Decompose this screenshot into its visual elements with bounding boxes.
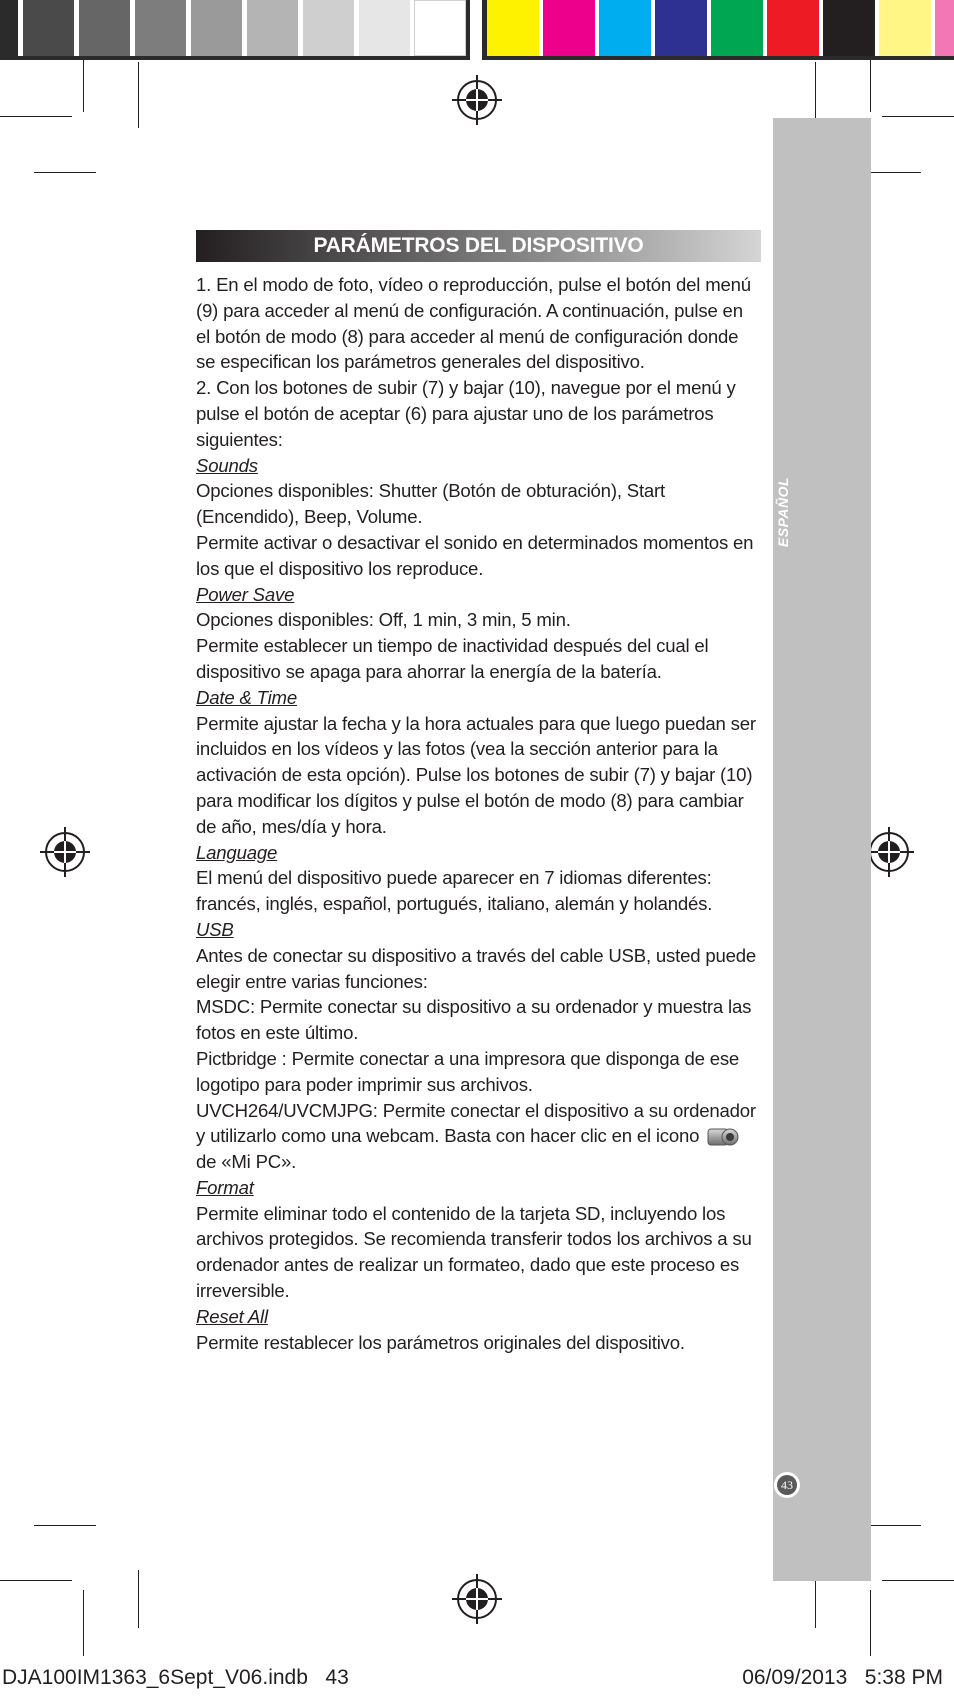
usb-uvc	[196, 1098, 761, 1175]
crop-mark	[83, 60, 84, 112]
gray-swatch-5	[191, 0, 242, 56]
heading-usb: USB	[196, 918, 234, 940]
crop-mark	[34, 1525, 96, 1526]
registration-mark-icon	[452, 1574, 502, 1624]
crop-mark	[138, 62, 139, 128]
gray-swatch-8	[359, 0, 410, 56]
color-swatch-blue	[655, 0, 707, 56]
power-save-description: Permite establecer un tiempo de inactividad después del cual el dispositivo se apaga para ahorrar la energía de la batería.	[196, 635, 709, 682]
crop-mark	[882, 1580, 954, 1581]
color-swatch-green	[711, 0, 763, 56]
gray-swatch-9	[414, 0, 466, 56]
color-swatch-light-yellow	[879, 0, 931, 56]
crop-mark	[34, 172, 96, 173]
format-description: Permite eliminar todo el contenido de la tarjeta SD, incluyendo los archivos protegidos. Se recomienda transferir todos los archivos a su ordenador antes de realizar un formateo, dado que este proceso es irreversible.	[196, 1202, 752, 1302]
date-time-description: Permite ajustar la fecha y la hora actuales para que luego puedan ser incluidos en los vídeos y las fotos (vea la sección anterior para la activación de esta opción). Pulse los botones de subir (7) y bajar (10) para modificar los dígitos y pulse el botón de modo (8) para cambiar de año, mes/día y hora.	[196, 712, 756, 837]
registration-mark-icon	[40, 827, 90, 877]
language-description: El menú del dispositivo puede aparecer en 7 idiomas diferentes: francés, inglés, español, portugués, italiano, alemán y holandés.	[196, 867, 713, 915]
color-swatch-yellow	[487, 0, 539, 56]
section-body	[196, 272, 761, 1355]
reset-all-description: Permite restablecer los parámetros originales del dispositivo.	[196, 1331, 685, 1353]
sounds-options: Opciones disponibles: Shutter (Botón de obturación), Start (Encendido), Beep, Volume.	[196, 480, 666, 528]
side-tab-language-text: ESPAÑOL	[775, 476, 791, 548]
color-swatch-red	[767, 0, 819, 56]
paragraph-step-1: 1. En el modo de foto, vídeo o reproducción, pulse el botón del menú (9) para acceder al menú de configuración. A continuación, pulse en el botón de modo (8) para acceder al menú de configuración donde se especifican los parámetros generales del dispositivo.	[196, 274, 751, 373]
main-content	[196, 230, 761, 1355]
footer-file-info: DJA100IM1363_6Sept_V06.indb 43	[2, 1666, 349, 1689]
crop-mark	[882, 116, 954, 117]
crop-mark	[138, 1570, 139, 1628]
heading-reset-all: Reset All	[196, 1305, 268, 1327]
usb-pictbridge: Pictbridge : Permite conectar a una impresora que disponga de ese logotipo para poder imprimir sus archivos.	[196, 1047, 740, 1095]
gray-swatch-2	[23, 0, 74, 56]
heading-format: Format	[196, 1176, 254, 1198]
color-swatch-black	[823, 0, 875, 56]
camera-icon	[706, 1124, 740, 1148]
usb-uvc-text-end: de «Mi PC».	[196, 1151, 297, 1173]
color-swatch-cyan	[599, 0, 651, 56]
power-save-options: Opciones disponibles: Off, 1 min, 3 min, 5 min.	[196, 609, 571, 631]
heading-date-time: Date & Time	[196, 686, 297, 708]
section-title: PARÁMETROS DEL DISPOSITIVO	[196, 230, 761, 262]
gray-swatch-6	[247, 0, 298, 56]
page-number: 43	[777, 1475, 797, 1495]
color-calibration-bar	[0, 0, 954, 60]
heading-language: Language	[196, 841, 278, 863]
gray-swatch-1	[0, 0, 18, 56]
page-number-badge	[774, 1472, 800, 1498]
gray-swatch-7	[303, 0, 354, 56]
heading-power-save: Power Save	[196, 583, 295, 605]
crop-mark	[0, 116, 72, 117]
registration-mark-icon	[452, 75, 502, 125]
language-side-tab	[773, 118, 871, 1581]
registration-mark-icon	[864, 827, 914, 877]
crop-mark	[0, 1580, 72, 1581]
color-swatch-magenta	[543, 0, 595, 56]
gray-bar-end	[466, 0, 470, 60]
usb-uvc-text: UVCH264/UVCMJPG: Permite conectar el dispositivo a su ordenador y utilizarlo como una webcam. Basta con hacer clic en el icono	[196, 1099, 756, 1147]
usb-msdc: MSDC: Permite conectar su dispositivo a su ordenador y muestra las fotos en este último.	[196, 996, 752, 1044]
usb-intro: Antes de conectar su dispositivo a través del cable USB, usted puede elegir entre varias funciones:	[196, 944, 757, 992]
gray-swatch-3	[79, 0, 130, 56]
crop-mark	[870, 1590, 871, 1656]
color-swatch-pink	[935, 0, 954, 56]
footer-date-time: 06/09/2013 5:38 PM	[742, 1666, 943, 1689]
gray-bar-underline	[0, 56, 470, 60]
heading-sounds: Sounds	[196, 454, 258, 476]
gray-swatch-4	[135, 0, 186, 56]
sounds-description: Permite activar o desactivar el sonido en determinados momentos en los que el dispositivo los reproduce.	[196, 531, 754, 579]
color-bar-underline	[482, 56, 954, 60]
crop-mark	[83, 1590, 84, 1656]
crop-mark	[870, 60, 871, 112]
paragraph-step-2: 2. Con los botones de subir (7) y bajar (10), navegue por el menú y pulse el botón de aceptar (6) para ajustar uno de los parámetros siguientes:	[196, 377, 736, 450]
